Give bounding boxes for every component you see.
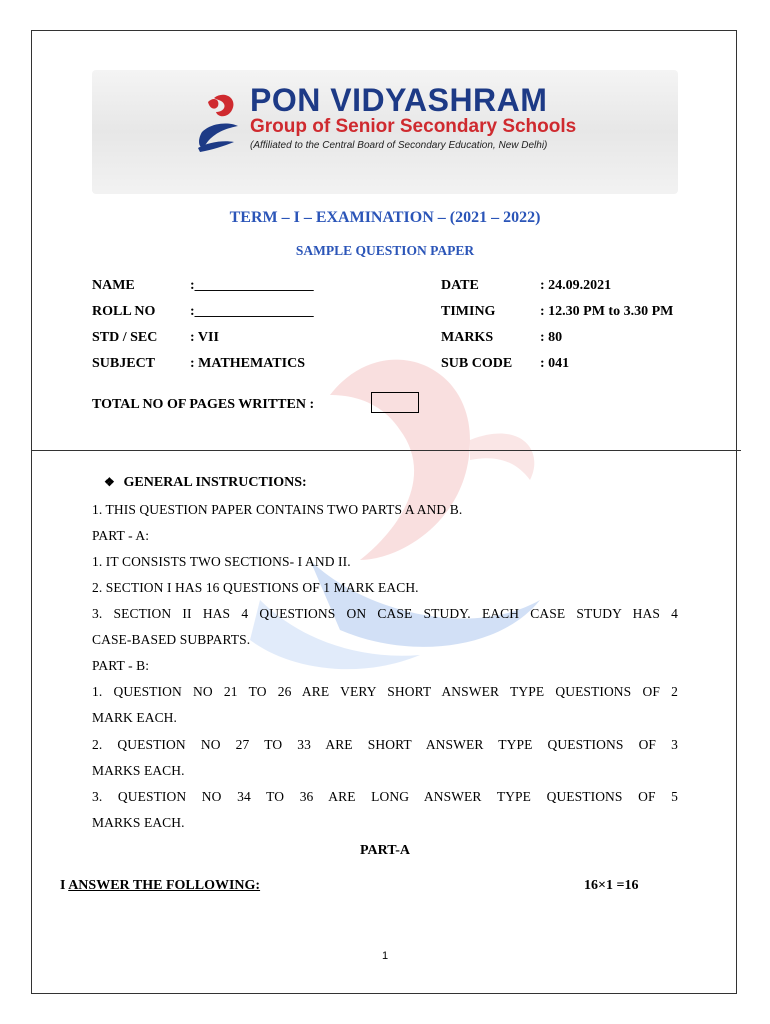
instruction-line: 1. IT CONSISTS TWO SECTIONS- I AND II. [92, 554, 351, 569]
instruction-line: 3. QUESTION NO 34 TO 36 ARE LONG ANSWER TYPE QUESTIONS OF 5 [92, 789, 678, 804]
name-label: NAME [92, 278, 135, 293]
subcode-value: : 041 [540, 356, 570, 371]
question-heading [60, 878, 260, 894]
paper-subtitle: SAMPLE QUESTION PAPER [295, 243, 475, 258]
instruction-line: MARK EACH. [92, 710, 178, 725]
timing-value: : 12.30 PM to 3.30 PM [540, 304, 674, 319]
pages-written-box[interactable] [371, 392, 419, 413]
instructions-heading [104, 475, 307, 491]
name-field[interactable]: :_________________ [190, 278, 314, 293]
instruction-line: 3. SECTION II HAS 4 QUESTIONS ON CASE STUDY. EACH CASE STUDY HAS 4 [92, 606, 678, 621]
instruction-line: MARKS EACH. [92, 815, 185, 830]
subject-label: SUBJECT [92, 356, 156, 371]
marks-label: MARKS [441, 330, 494, 345]
pages-written-label: TOTAL NO OF PAGES WRITTEN : [92, 397, 315, 412]
subject-value: : MATHEMATICS [190, 356, 305, 371]
school-emblem-icon [194, 92, 244, 154]
diamond-bullet-icon: ❖ [104, 475, 115, 489]
section-divider [31, 450, 741, 451]
date-value: : 24.09.2021 [540, 278, 612, 293]
instruction-line: 2. SECTION I HAS 16 QUESTIONS OF 1 MARK EACH. [92, 580, 419, 595]
instruction-line: CASE-BASED SUBPARTS. [92, 632, 251, 647]
std-value: : VII [190, 330, 219, 345]
question-number: I [60, 878, 69, 893]
subcode-label: SUB CODE [441, 356, 513, 371]
date-label: DATE [441, 278, 479, 293]
timing-label: TIMING [441, 304, 496, 319]
instruction-line: MARKS EACH. [92, 763, 185, 778]
instruction-line: 1. QUESTION NO 21 TO 26 ARE VERY SHORT ANSWER TYPE QUESTIONS OF 2 [92, 684, 678, 699]
part-a-heading: PART-A [359, 843, 411, 858]
instruction-line: 2. QUESTION NO 27 TO 33 ARE SHORT ANSWER TYPE QUESTIONS OF 3 [92, 737, 678, 752]
instruction-line: PART - B: [92, 658, 150, 673]
marks-value: : 80 [540, 330, 563, 345]
instruction-line: 1. THIS QUESTION PAPER CONTAINS TWO PARTS A AND B. [92, 502, 463, 517]
instruction-line: PART - A: [92, 528, 150, 543]
roll-label: ROLL NO [92, 304, 156, 319]
school-group: Group of Senior Secondary Schools [250, 116, 577, 137]
exam-title: TERM – I – EXAMINATION – (2021 – 2022) [229, 209, 541, 226]
page-number: 1 [381, 950, 389, 962]
school-name: PON VIDYASHRAM [250, 82, 548, 118]
question-heading-text: ANSWER THE FOLLOWING: [68, 878, 261, 893]
school-affiliation: (Affiliated to the Central Board of Secondary Education, New Delhi) [250, 140, 548, 151]
std-label: STD / SEC [92, 330, 158, 345]
instructions-heading-text: GENERAL INSTRUCTIONS: [123, 475, 307, 490]
roll-field[interactable]: :_________________ [190, 304, 314, 319]
marks-formula: 16×1 =16 [584, 878, 639, 893]
